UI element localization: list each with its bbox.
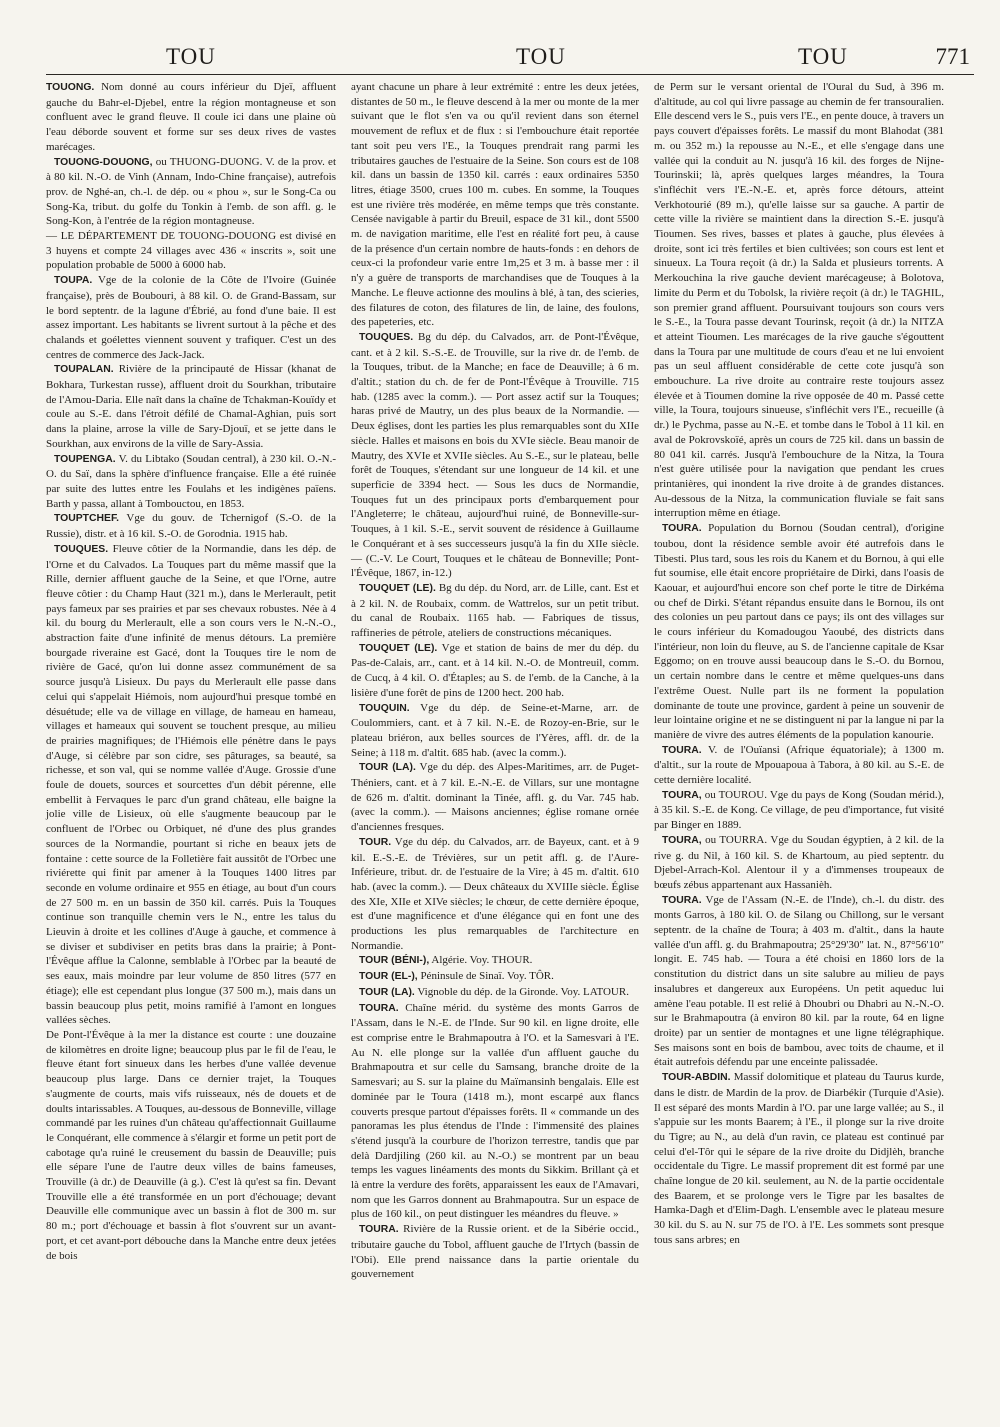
entry-text: Chaîne mérid. du système des monts Garros de l'Assam, dans le N.-E. de l'Inde. Sur 90 kil. en ligne droite, elle est comprise entre le Brahmapoutra à l'O. et la Samesvari à l'E. Au N. elle plonge sur la vallée d'un affluent gauche du Brahmapoutra et sur celle du Samsang, branche droite de la Samesvari; au S. sur la plaine du Maïmansinh bengalais. Elle est dominée par le Toura (1418 m.), mont escarpé aux flancs couverts presque partout d'épaisses forêts. Il « commande un des panoramas les plus étendus de l'Inde : l'immensité des plaines s'étend jusqu'à la courbure de l'horizon terrestre, tandis que par delà Dardjiling (260 kil. au N.-O.) se montrent par un beau temps les vagues linéaments des monts du Sikkim. Brillant çà et là entre la verdure des forêts, apparaissent les eaux de l'Amavari, nom que les Garros donnent au Brahmapoutra. Sur un espace de plus de 160 kil., on peut distinguer les méandres du fleuve. » [351,1001,639,1221]
dictionary-entry [351,1001,639,1223]
dictionary-entry [654,521,944,743]
dictionary-entry [46,80,336,155]
entry-text: ayant chacune un phare à leur extrémité : entre les deux jetées, distantes de 50 m., le fleuve descend à la mer ou monte de la mer suivant que le flot s'en va ou qu'il revient dans son éternel mouvement de reflux et de flux : si l'embouchure était reportée tant soit peu vers l'E., la Touques prendrait rang parmi les tributaires gauches de l'estuaire de la Seine. Son cours est de 108 kil. dans un bassin de 1350 kil. carrés : eaux ordinaires 5350 litres, étiage 3500, crues 100 m. cubes. En somme, la Touques est une rivière très modérée, en même temps que très constante. Censée navigable à partir du Breuil, espace de 31 kil., dont 5500 m. de navigation maritime, elle l'est en réalité fort peu, à cause de la présence d'un certain nombre de hauts-fonds : en dehors de ceux-ci la profondeur varie entre 1m,25 et 3 m. à basse mer : il n'y a guère de transports de marchandises que de Touques à la Manche. Le fleuve actionne des moulins à blé, à tan, des scieries, des filatures de coton, des filatures de lin, de laine, des foulons, des papeteries, etc. [351,81,639,329]
entry-text: Vge de la colonie de la Côte de l'Ivoire (Guinée française), près de Boubouri, à 88 kil. O. de Grand-Bassam, sur le bord septentr. de la lagune d'Ébrié, au fond d'une baie. Il est assez important. Les habitants se livrent surtout à la pêche et des chalands et goélettes viennent souvent y trafiquer. C'est un des centres de commerce des Jack-Jack. [46,274,336,361]
entry-text: Fleuve côtier de la Normandie, dans les dép. de l'Orne et du Calvados. La Touques part du même massif que la Rille, dernier affluent gauche de la Seine, et que l'Orne, autre fleuve côtier : du Champ Haut (321 m.), dans le Merlerault, petit pays fameux par ses prairies et par ses chevaux robustes. Née à 4 kil. du bourg du Merlerault, elle a son cours vers le N.-N.-O., abstraction faite d'une infinité de menus détours. La première bourgade riveraine est Gacé, dont la Touques tire le nom de rivière de Gacé, qu'on lui donne assez communément de sa source jusqu'à Lisieux. Du pays du Merlerault elle passe dans celui qui s'appelait Hiémois, nom aujourd'hui presque tombé en désuétude; elle va de village en village, de hameau en hameau, villages et hameaux qui souvent se touchent presque, au milieu de prairies magnifiques; de l'Hiémois elle pénètre dans le pays d'Auge, si célèbre par son cidre, ses pâturages, sa beauté, sa richesse, et son val, qui se nomme vallée d'Auge. Grossie d'une foule de douets, sources et sourcettes d'un débit pérenne, elle embellit à Fervaques le parc d'un grand château, elle baigne la jolie ville de Lisieux, où elle s'augmente beaucoup par le confluent de l'Orbec ou Orbiquet, né d'une des plus grandes sources de la Normandie, pourtant si riche en beaux jets de fontaine : cette source de la Folletière fait aussitôt de l'Orbec une riviérette qui finit par amener à la Touques 1400 litres par seconde en volume ordinaire et 955 en étiage, au bout d'un cours de 27 500 m. en un bassin de 350 kil. carrés. Puis la Touques continue son tranquille chemin vers le N., entre les talus du Lieuvin à droite et les collines d'Auge à gauche, et commence à se diviser et subdiviser en petits bras dans la prairie; à Pont-l'Évêque afflue la Calonne, semblable à l'Orbec par la beauté de ses eaux, mais moindre par leur volume de 850 litres (577 en étiage); elle est cependant plus longue (37 500 m.), mais dans un bassin beaucoup plus petit, moins ramifié à l'amont en longues vallées sèches. [46,542,337,1027]
running-head-left: TOU [166,44,216,69]
entry-text: Vignoble du dép. de la Gironde. Voy. LATOUR. [417,985,629,998]
entry-text: V. de l'Ouïansi (Afrique équatoriale); à 1300 m. d'altit., sur la route de Mpouapoua à Tabora, à 80 kil. au S.-E. de cette dernière localité. [654,743,944,787]
dictionary-entry [46,273,336,362]
entry-headword: TOUR-ABDIN. [662,1072,731,1084]
entry-headword: TOUQUES. [54,543,109,555]
dictionary-entry [351,953,639,969]
entry-text: Vge du dép. du Calvados, arr. de Bayeux, cant. et à 9 kil. E.-S.-E. de Trévières, sur un petit affl. g. de l'Aure-Inférieure, tribut. dr. de l'estuaire de la Vire; à 45 m. d'altit. 610 hab. (avec la comm.). — Deux châteaux du XVIIIe siècle. Église des XIe, XIIe et XIVe siècles; le chœur, de cette dernière époque, est d'une magnificence et d'une élégance qui en font une des productions les plus remarquables de l'architecture en Normandie. [351,835,639,952]
entry-headword: TOUQUET (LE). [359,642,438,654]
entry-text: ou THUONG-DUONG. V. de la prov. et à 80 kil. N.-O. de Vinh (Annam, Indo-Chine française), autrefois prov. de Nghé-an, ch.-l. de dép. ou « phou », sur le Song-Ca ou Song-Ka, tribut. du golfe du Tonkin à l'emb. de son affl. g. le Song-Kon, à l'entrée de la région montagneuse. [46,155,336,228]
dictionary-entry [654,1070,944,1247]
entry-text: Vge de l'Assam (N.-E. de l'Inde), ch.-l. du distr. des monts Garros, à 180 kil. O. de Silang ou Chillong, sur le versant septentr. de la chaîne de Toura; à 403 m. d'altit., dans la haute vallée d'un affl. g. du Brahmapoutra; 25°29'30" lat. N., 87°56'10" longit. E. 745 hab. — Toura a été choisi en 1860 lors de la constitution du district dans un site salubre au milieu de pays insalubres et dangereux aux Européens. Un petit aqueduc lui amène l'eau potable. Il est relié à Dhoubri ou Dhabri au N.-N.-O. sur le Brahmapoutra (à environ 80 kil. par la route, 64 en ligne droite) par un sentier de montagnes et une ligne télégraphique. Ses maisons sont en bois de bambou, avec toits de chaume, et il était autrefois défendu par une enceinte palissadée. [654,893,944,1069]
entry-headword: TOUR (BÉNI-), [359,955,430,967]
entry-headword: TOUR (LA). [359,986,415,998]
column-right [654,80,944,1282]
entry-headword: TOURA. [662,523,702,535]
entry-headword: TOUQUES. [359,331,414,343]
running-head-right: TOU [798,44,848,69]
entry-headword: TOUQUET (LE). [359,582,436,594]
entry-text: Bg du dép. du Nord, arr. de Lille, cant. Est et à 2 kil. N. de Roubaix, comm. de Wattrelos, sur un petit tribut. du canal de Roubaix. 1165 hab. — Fabriques de tissus, raffineries de pétrole, ateliers de constructions mécaniques. [351,581,639,640]
dictionary-entry [351,1222,639,1282]
entry-text: Vge du dép. des Alpes-Maritimes, arr. de Puget-Théniers, cant. et à 7 kil. E.-N.-E. de Villars, sur une montagne de 626 m. d'altit. dominant la Tinée, affl. g. du Var. 745 hab. (avec la comm.). — Maisons anciennes; église romane ornée d'anciennes fresques. [351,761,639,834]
dictionary-entry [654,833,944,893]
entry-text: Algérie. Voy. THOUR. [431,954,533,967]
dictionary-entry [46,229,336,273]
dictionary-entry [46,542,336,1028]
entry-headword: TOUR. [359,836,392,848]
dictionary-entry [351,701,639,761]
text-columns [46,80,974,1282]
dictionary-entry [654,80,944,521]
dictionary-entry [46,155,336,230]
column-middle [351,80,639,1282]
entry-headword: TOURA. [359,1224,399,1236]
entry-text: de Perm sur le versant oriental de l'Oural du Sud, à 396 m. d'altitude, au col qui livre passage au chemin de fer transouralien. Elle descend vers le S., puis vers l'E., en pente douce, à travers un pays couvert d'épaisses forêts. Le massif du mont Blahodat (381 m. ou 352 m.) la repousse au N.-E., et elle s'engage dans une vallée qui la conduit au N. jusqu'à 16 kil. des forges de Nijne-Tourinskii; là, après quelques larges méandres, la Toura s'infléchit vers l'E.-N.-E. et, après force détours, atteint Verkhotourié (89 m.), qu'elle laisse sur sa gauche. A partir de cette ville la rivière se maintient dans la direction S.-E. jusqu'à Tioumen. Ses rives, basses et plates à gauche, plus élevées à droite, sont ici très fertiles et bien cultivées; son cours est lent et sinueux. La Toura reçoit (à dr.) la Salda et plusieurs torrents. A Merkouchina la rive gauche devient marécageuse; à Bolotova, limite du Perm et du Tobolsk, la rivière reçoit (à dr.) le TAGHIL, son premier grand affluent. Poursuivant toujours son cours vers le S.-E., la Toura passe devant Tourinsk, reçoit (à dr.) la NITZA et atteint Tioumen. Les marécages de la rive gauche s'égouttent dans la Toura par une multitude de cours d'eau et ne lui envoient pas un seul affluent considérable de cette cote jusqu'à son embouchure. La rive droite au contraire reste toujours assez élevée et à Tioumen domine la rive opposée de 40 m. Passé cette ville, la Toura, toujours sinueuse, s'infléchit vers l'E., recueille (à dr.) le Pychma, passe au N.-E. et tombe dans le Tobol à 11 kil. en aval de Pokrovskoïé, après un cours de 725 kil. dans un bassin de 80 041 kil. carrés. Jusqu'à l'embouchure de la Nitza, la Toura n'est guère utilisée pour la navigation que pendant les crues printanières, qui inondent la rive droite à de grandes distances. Au-dessous de la Nitza, la communication fluviale se fait sans interruption même en étiage. [654,81,944,520]
entry-text: ou TOUROU. Vge du pays de Kong (Soudan mérid.), à 35 kil. S.-E. de Kong. Ce village, de peu d'importance, fut visité par Binger en 1889. [654,788,944,832]
entry-text: Massif dolomitique et plateau du Taurus kurde, dans le distr. de Mardin de la prov. de Diarbékir (Turquie d'Asie). Il est séparé des monts Mardin à l'O. par une large vallée; au S., il s'appuie sur les monts Baarem; à l'E., il plonge sur la rive droite du Tigre; au N., au delà d'un ravin, ce plateau est continué par celui d'el-Tôr qui le sépare de la rive droite du Didjlèh, branche occidentale du Tigre. Le massif proprement dit est formé par une chaîne longue de 20 kil. seulement, au N. de la partie occidentale des Baarem, et se prolonge vers le Tigre par les basaltes de Hamka-Dagh et d'Elim-Dagh. L'ensemble avec le plateau mesure 30 kil. du S. au N. sur 75 de l'O. à l'E. Les sommets sont presque tous sans arbres; en [654,1071,944,1246]
dictionary-entry [351,969,639,985]
dictionary-entry [351,581,639,641]
dictionary-entry [46,452,336,512]
dictionary-entry [46,1028,336,1263]
entry-headword: TOUQUIN. [359,702,410,714]
page-number: 771 [935,44,970,69]
entry-headword: TOUR (LA). [359,762,416,774]
entry-text: Bg du dép. du Calvados, arr. de Pont-l'Évêque, cant. et à 2 kil. S.-S.-E. de Trouville, sur la rive dr. de l'emb. de la Touques, tribut. de la Manche; en face de Deauville; à 6 m. d'altit.; station du ch. de fer de Pont-l'Évêque à Trouville. 715 hab. (1285 avec la comm.). — Port assez actif sur la Touques; haras privé de Mautry, un des plus beaux de la Normandie. — Deux églises, dont les parties les plus remarquables sont du XIIe siècle. Halles et maisons en bois du XVIe siècle. Beau manoir de Mautry, des XVIe et XVIIe siècles. Au S.-E., sur le plateau, belle forêt de Touques, s'étendant sur une longueur de 14 kil. et une superficie de 3394 hect. — Sous les ducs de Normandie, Touques fut un des principaux ports d'embarquement pour l'Angleterre; le château, aujourd'hui ruiné, de Bonneville-sur-Touques, à 1 kil. S.-E., servit souvent de résidence à Guillaume le Conquérant et à ses successeurs jusqu'à la fin du XIIe siècle. — (C.-V. Le Court, Touques et le château de Bonneville; Pont-l'Évêque, 1867, in-12.) [351,330,639,580]
entry-headword: TOURA, [662,834,702,846]
entry-headword: TOUR (EL-), [359,971,418,983]
dictionary-entry [654,893,944,1070]
entry-headword: TOURA. [662,744,702,756]
entry-headword: TOUONG-DOUONG, [54,156,153,168]
entry-headword: TOUPTCHEF. [54,513,120,525]
entry-text: Population du Bornou (Soudan central), d'origine toubou, dont la résidence semble avoir été autrefois dans le Tibesti. Plus tard, sous les rois du Kanem et du Bornou, à qui elle fut soumise, elle était encore propriétaire de Dirki, dans l'oasis de Kaouar, et aujourd'hui encore son chef porte le titre de Dirkéma ou chef de Dirki. S'étant répandus ensuite dans le Bornou, ils ont des colonies un peu partout dans ce pays; ils ont des villages sur le cours inférieur du Komadougou Yaoubé, des districts dans l'intérieur, non loin du fleuve, au S. de l'ancienne capitale de Ksar Eggomo; on en trouve aussi beaucoup dans le S.-O. du Bornou, un certain nombre dans le centre et même quelques-uns dans l'extrême Ouest. Nulle part ils ne forment la population dominante de toute une province, gardent à peine un souvenir de leur lointaine origine et ne se distinguent ni par la langue ni par la manière de vivre des autres éléments de la population kanourie. [654,522,945,741]
column-left [46,80,336,1282]
dictionary-entry [351,80,639,330]
entry-text: ou TOURRA. Vge du Soudan égyptien, à 2 kil. de la rive g. du Nil, à 160 kil. S. de Khartoum, au pied septentr. du Djebel-Arrach-Kol. Alentour il y a d'immenses troupeaux de bœufs zébus appartenant aux Hassanièh. [654,833,944,891]
entry-text: Vge du dép. de Seine-et-Marne, arr. de Coulommiers, cant. et à 7 kil. N.-E. de Rozoy-en-Brie, sur le plateau briéron, aux belles sources de l'Yères, affl. dr. de la Seine; à 118 m. d'altit. 685 hab. (avec la comm.). [351,701,639,759]
entry-text: V. du Libtako (Soudan central), à 230 kil. O.-N.-O. du Saï, dans la sphère d'influence française. Elle a été ruinée par suite des luttes entre les Foulahs et les indigènes païens. Barth y passa, allant à Tombouctou, en 1853. [46,452,336,510]
running-head-center: TOU [516,44,566,69]
entry-headword: TOURA. [662,894,702,906]
dictionary-entry [46,362,336,451]
dictionary-entry [351,641,639,701]
entry-text: Vge du gouv. de Tchernigof (S.-O. de la Russie), distr. et à 16 kil. S.-O. de Gorodnia. 1915 hab. [46,512,336,541]
entry-headword: TOUONG. [46,82,95,93]
entry-text: Nom donné au cours inférieur du Djeï, affluent gauche du Bahr-el-Djebel, entre la région montagneuse et son confluent avec le grand fleuve. Il coule ici dans une plaine où l'eau déborde souvent et forme sur ses deux rives de vastes marécages. [46,81,337,153]
entry-text: De Pont-l'Évêque à la mer la distance est courte : une douzaine de kilomètres en droite ligne; beaucoup plus par le fil de l'eau, le fleuve étant fort sinueux dans les herbes d'une vallée devenue beaucoup plus large. Dans ce dernier trajet, la Touques s'augmente de courts, mais vifs ruisseaux, nés de douets et de doults intarissables. A Touques, au-dessous de Bonneville, village commandé par les ruines d'un château qu'affectionnait Guillaume le Conquérant, elle commence à s'élargir et forme un petit port de cabotage qu'a ruiné le creusement du bassin de Deauville; puis elle sépare l'une de l'autre deux villes de bains fameuses, Trouville (à dr.) de Deauville (à g.). C'est là qu'est sa fin. Devant Trouville elle a été transformée en un port d'échouage; devant Deauville elle communique avec un bassin à flot de 300 m. sur 80 m.; port d'échouage et bassin à flot s'ouvrent sur un avant-port, et cet avant-port débouche dans la Manche entre deux jetées de bois [46,1029,336,1262]
entry-headword: TOUPENGA. [54,453,116,465]
entry-text: — LE DÉPARTEMENT DE TOUONG-DOUONG est divisé en 3 huyens et compte 24 villages avec 436 « inscrits », soit une population probable de 5000 à 6000 hab. [46,230,336,272]
dictionary-entry [46,511,336,541]
entry-text: Rivière de la principauté de Hissar (khanat de Bokhara, Turkestan russe), affluent droit du Sourkhan, tributaire de l'Amou-Daria. Elle naît dans la chaîne de Tchakman-Kouïdy et coule au S.-E. dans l'étroit défilé de Chamal-Aghian, puis sort dans la plaine, arrose la ville de Sary-Djouï, et se jette dans le Sourkhan, aux environs de la ville de Sary-Assia. [46,363,336,450]
dictionary-entry [351,760,639,835]
entry-headword: TOURA. [359,1002,399,1014]
entry-text: Vge et station de bains de mer du dép. du Pas-de-Calais, arr., cant. et à 14 kil. N.-O. de Montreuil, comm. de Cucq, à 4 kil. O. d'Étaples; au S. de l'emb. de la Canche, à la lisière d'une forêt de pins de 1200 hect. 200 hab. [351,641,639,699]
dictionary-entry [654,788,944,833]
dictionary-entry [654,743,944,788]
entry-headword: TOUPA. [54,275,93,287]
entry-headword: TOURA, [662,789,702,801]
dictionary-entry [351,985,639,1001]
page-header [46,40,974,75]
entry-text: Péninsule de Sinaï. Voy. TÔR. [420,970,554,983]
dictionary-entry [351,835,639,954]
entry-headword: TOUPALAN. [54,364,114,376]
entry-text: Rivière de la Russie orient. et de la Sibérie occid., tributaire gauche du Tobol, affluent gauche de l'Irtych (bassin de l'Obi). Elle prend naissance dans la partie orientale du gouvernement [351,1223,640,1281]
dictionary-entry [351,330,639,581]
